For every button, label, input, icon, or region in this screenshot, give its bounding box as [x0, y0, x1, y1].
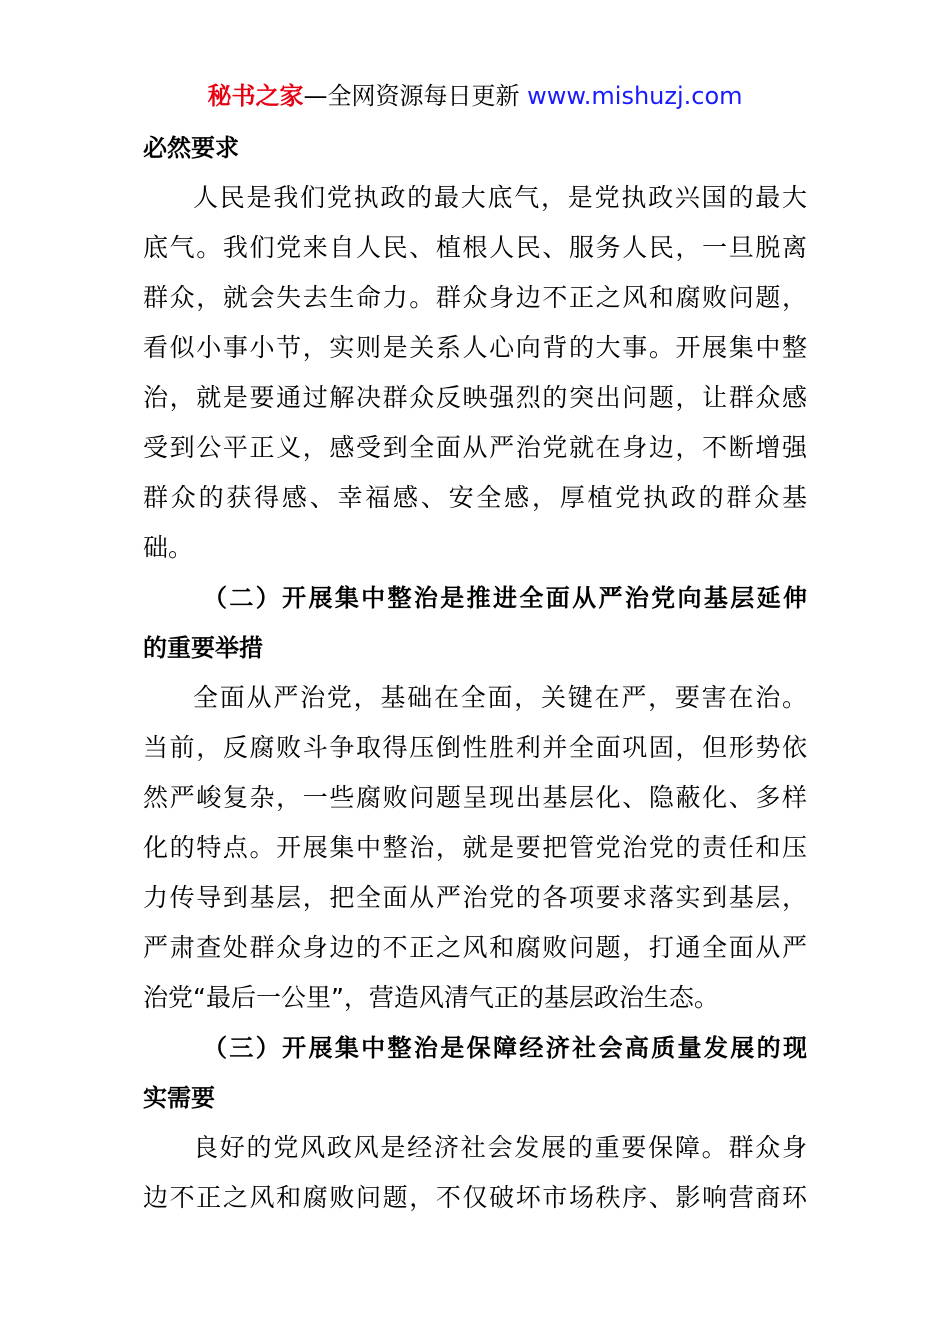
paragraph-line: 底气。我们党来自人民、植根人民、服务人民，一旦脱离	[143, 233, 807, 262]
paragraph-line: 良好的党风政风是经济社会发展的重要保障。群众身	[193, 1133, 807, 1162]
page-header	[0, 80, 950, 112]
paragraph-line: 人民是我们党执政的最大底气，是党执政兴国的最大	[193, 183, 807, 212]
section-heading-continuation: 必然要求	[143, 134, 239, 162]
paragraph-line: 全面从严治党，基础在全面，关键在严，要害在治。	[193, 683, 807, 712]
paragraph-line: 看似小事小节，实则是关系人心向背的大事。开展集中整	[143, 333, 807, 362]
section-heading-3: （三）开展集中整治是保障经济社会高质量发展的现	[203, 1034, 807, 1062]
paragraph-line: 然严峻复杂，一些腐败问题呈现出基层化、隐蔽化、多样	[143, 783, 807, 812]
paragraph-line: 当前，反腐败斗争取得压倒性胜利并全面巩固，但形势依	[143, 733, 807, 762]
paragraph-line: 边不正之风和腐败问题，不仅破坏市场秩序、影响营商环	[143, 1183, 807, 1212]
paragraph-line: 受到公平正义，感受到全面从严治党就在身边，不断增强	[143, 433, 807, 462]
paragraph-line: 治党“最后一公里”，营造风清气正的基层政治生态。	[143, 983, 719, 1012]
paragraph-line: 础。	[143, 533, 194, 562]
document-body	[143, 123, 807, 1223]
brand-name: 秘书之家	[207, 82, 304, 110]
paragraph-line: 群众，就会失去生命力。群众身边不正之风和腐败问题，	[143, 283, 807, 312]
paragraph-line: 严肃查处群众身边的不正之风和腐败问题，打通全面从严	[143, 933, 807, 962]
section-heading-2: 的重要举措	[143, 634, 263, 662]
paragraph-line: 化的特点。开展集中整治，就是要把管党治党的责任和压	[143, 833, 807, 862]
section-heading-2: （二）开展集中整治是推进全面从严治党向基层延伸	[203, 584, 807, 612]
header-tagline: —全网资源每日更新	[303, 82, 520, 110]
paragraph-line: 治，就是要通过解决群众反映强烈的突出问题，让群众感	[143, 383, 807, 412]
section-heading-3: 实需要	[143, 1084, 215, 1112]
paragraph-line: 群众的获得感、幸福感、安全感，厚植党执政的群众基	[143, 483, 807, 512]
site-url-link[interactable]: www.mishuzj.com	[527, 82, 743, 110]
paragraph-line: 力传导到基层，把全面从严治党的各项要求落实到基层，	[143, 883, 807, 912]
